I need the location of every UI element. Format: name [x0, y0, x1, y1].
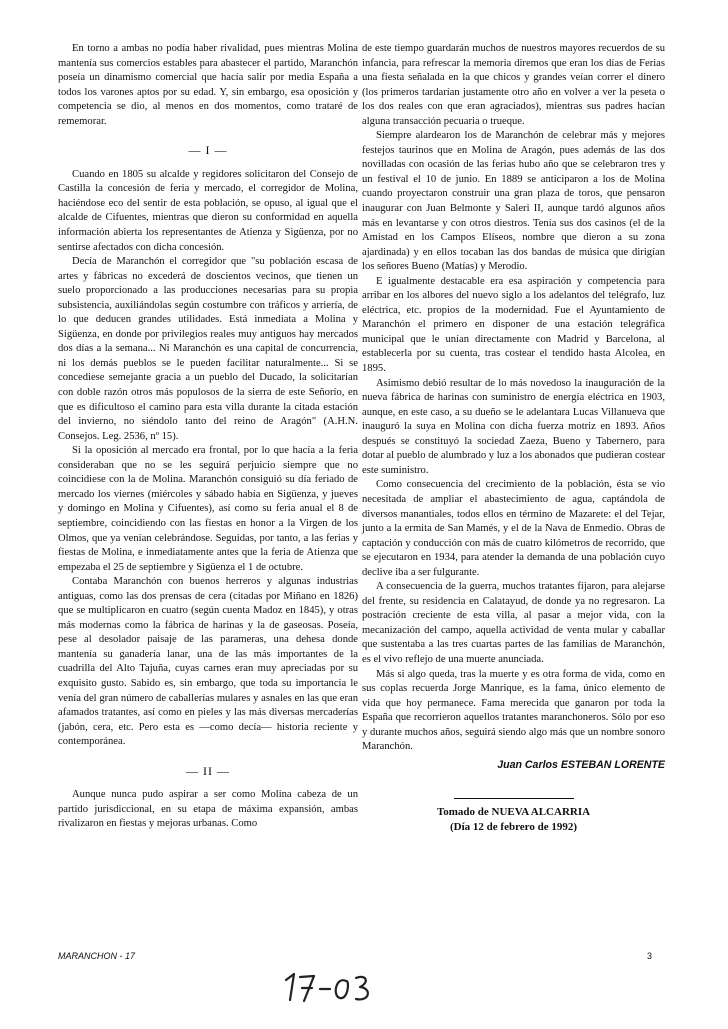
- author-signature: Juan Carlos ESTEBAN LORENTE: [497, 758, 665, 771]
- paragraph-corregidor: Decía de Maranchón el corregidor que "su población escasa de artes y fábricas no excederá de doscientos vecinos, que tienen un suelo proporcionado a las producciones necesarias para su propia subsistencia, auxiliándolas según costumbre con tráficos y arriería, de lo que deducen grandes utilidades. Está inmediata a Molina y Sigüenza, en donde por privilegios reales muy antiguos hay mercados dos días a la semana... Ni Maranchón es una capital de concurrencia, ni los demás pueblos se le pueden facilitar naturalmente... Si se concediese semejante gracia a un pueblo del Ducado, la solicitarían con doble razón otros más populosos de la sierra de este Señorío, en que es dificultoso el camino para esta villa durante la citada estación del invierno, no siéndolo tanto del reino de Aragón" (A.H.N. Consejos. Leg. 2536, nº 15).: [58, 256, 358, 442]
- section-heading-ii: — II —: [186, 763, 230, 778]
- left-column: [58, 42, 358, 832]
- paragraph-harinas: Asimismo debió resultar de lo más novedoso la inauguración de la nueva fábrica de harinas con suministro de energía eléctrica en 1903, aunque, en este caso, a su dueño se le adelantara Lucas Villanueva que inauguró la suya en Molina con dicha fuerza motriz en 1893. Años después se constituyó la sociedad Zaeza, Bueno y Tabernero, para dotar al pueblo de alumbrado y luz a los abonados que pudieran costear este suministro.: [362, 377, 665, 476]
- handwritten-note-image: [276, 968, 376, 1008]
- paragraph-telegrafo: E igualmente destacable era esa aspiración y competencia para arribar en los albores del nuevo siglo a los adelantos del telégrafo, luz eléctrica, etc. propios de la modernidad. Fue el Ayuntamiento de Maranchón el primero en disponer de una estación telegráfica municipal que le unían directamente con Madrid y Barcelona, al establecerla por su cuenta, tras costear el tendido hasta Alcolea, en 1895.: [362, 275, 665, 375]
- paragraph-intro: En torno a ambas no podía haber rivalidad, pues mientras Molina mantenía sus comercios estables para abastecer el partido, Maranchón poseía un dinamismo comercial que hacía salir por media España a todos los varones aptos por su edad. Y, sin embargo, esa oposición y competencia se dio, al menos en dos momentos, como trataré de rememorar.: [58, 43, 358, 127]
- footer-left: MARANCHON - 17: [58, 951, 136, 961]
- paragraph-guerra: A consecuencia de la guerra, muchos tratantes fijaron, para alejarse del frente, su residencia en Calatayud, de donde ya no regresaron. La postración creciente de esta villa, al pasar a mejor vida, con la mecanización del campo, aquella actividad de venta mular y caballar que sustentaba a las tres cuartas partes de las familias de Maranchón, es el vivo reflejo de una muerte anunciada.: [362, 581, 665, 665]
- page-footer: [58, 951, 652, 963]
- paragraph-molina: Aunque nunca pudo aspirar a ser como Molina cabeza de un partido jurisdiccional, en su etapa de máxima expansión, ambas rivalizaron en fiestas y mejoras urbanas. Como: [58, 789, 358, 830]
- page-number: 3: [646, 951, 652, 961]
- paragraph-recuerdos: de este tiempo guardarán muchos de nuestros mayores recuerdos de su infancia, para refrescar la memoria diremos que eran los días de Ferias una fiesta señalada en la que chicos y grandes veían correr el dinero (los primeros tardarían justamente otro año en volver a ver la peseta o los dos reales con que eran agraciados), mientras sus padres hacían alguna transacción pecuaria o trueque.: [362, 43, 665, 127]
- paragraph-fama: Más si algo queda, tras la muerte y es otra forma de vida, como en sus coplas recuerda Jorge Manrique, es la fama, único elemento de vida que hoy permanece. Fama merecida que ganaron por toda la España que recorrieron aquellos tratantes maranchoneros. Sólo por eso y durante muchos años, seguirá siendo algo más que un nombre sonoro Maranchón.: [362, 668, 665, 753]
- paragraph-agua: Como consecuencia del crecimiento de la población, ésta se vio necesitada de ampliar el abastecimiento de agua, captándola de diversos manantiales, todos ellos en término de Mazarete: el del Tejar, junto a la ermita de San Mamés, y el de la Nava de Enmedio. Obras de captación y conducción con más de cuatro kilómetros de recorrido, que se ejecutaron en 1934, para atender la demanda de una población cuyo declive iba a ser fulgurante.: [362, 479, 665, 578]
- source-note: [362, 798, 665, 835]
- source-line-1: Tomado de NUEVA ALCARRIA: [436, 806, 591, 819]
- right-column: [362, 42, 665, 835]
- paragraph-festejos: Siempre alardearon los de Maranchón de celebrar más y mejores festejos taurinos que en Molina de Aragón, pues además de las dos novilladas con ocasión de las ferias hubo año que se celebraron tres y un festival el 10 de junio. En 1889 se anticiparon a los de Molina cuando proyectaron construir una gran plaza de toros, que pensaron inaugurar con Juan Belmonte y Saleri II, aunque tardó algunos años más en levantarse y con otros diestros. Tenía sus dos casinos (el de la Amistad en los Campos Elíseos, nombre que dieron a su zona ajardinada) y en ellos tocaban las dos bandas de música que dirigían los señores Bueno (Matías) y Merodio.: [362, 130, 665, 273]
- paragraph-feria: Si la oposición al mercado era frontal, por lo que hacía a la feria consideraban que no se les seguirá perjuicio siempre que no coincidiese con la de Molina. Maranchón consiguió su día feriado de mercado los viernes (miércoles y sábado había en Sigüenza, y jueves y domingo en Molina y Cifuentes), así como su feria anual el 8 de septiembre, coincidiendo con las fiestas en honor a la Virgen de los Olmos, que ya venían celebrándose. Seguidas, por tanto, a las ferias y fiestas de Molina, e inmediatamente antes que la feria de Atienza que empezaba el 25 de septiembre y Sigüenza el 1 de octubre.: [58, 445, 358, 573]
- paragraph-1805: Cuando en 1805 su alcalde y regidores solicitaron del Consejo de Castilla la concesión de feria y mercado, el corregidor de Molina, haciéndose eco del sentir de esta población, se opuso, al igual que el alcalde de Cifuentes, mientras que dieron su conformidad en aquella información abierta los representantes de Atienza y Sigüenza, por no sentirse afectados con dicha concesión.: [58, 168, 358, 253]
- section-heading-i: — I —: [188, 143, 228, 158]
- source-divider: [454, 798, 574, 799]
- paragraph-industrias: Contaba Maranchón con buenos herreros y algunas industrias antiguas, como las dos prensas de cera (citadas por Miñano en 1826) que se multiplicaron en cuatro (según cuenta Madoz en 1845), y otras más modernas como la fábrica de harinas y la de gaseosas. Poseía, pese al desolador paisaje de las parameras, una dehesa donde mantenía su ganadería lanar, una de las más importantes de la cuadrilla del Alto Tajuña, cuyas carnes eran muy apreciadas por su exquisito gusto. Sabido es, sin embargo, que toda su importancia le venía del gran número de caballerías mulares y asnales en las que eran afamados tratantes, así como en pieles y las más diversas mercaderías (jabón, cera, etc. Pero esta es —como decía— historia reciente y contemporánea.: [58, 576, 358, 748]
- source-line-2: (Día 12 de febrero de 1992): [450, 821, 577, 834]
